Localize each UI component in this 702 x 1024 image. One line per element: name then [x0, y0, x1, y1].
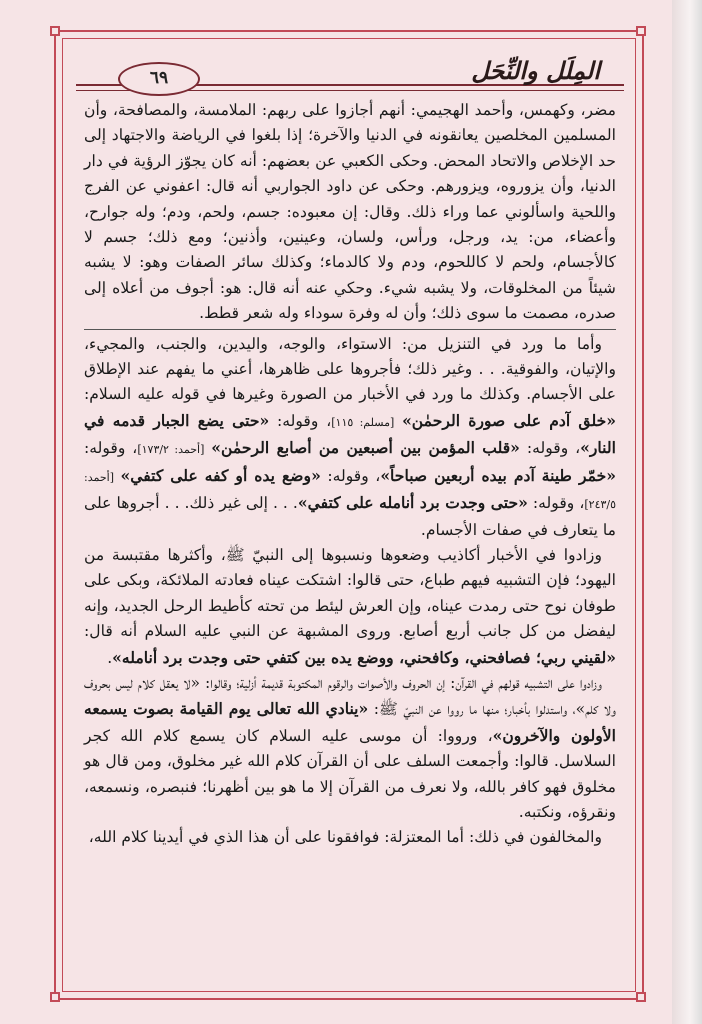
page-number: ٦٩ — [118, 62, 200, 96]
citation: [أحمد: ١٧٣/٢] — [137, 443, 205, 457]
hadith-quote: «لقيني ربي؛ فصافحني، وكافحني، ووضع يده بين كتفي حتى وجدت برد أنامله» — [112, 647, 616, 667]
paragraph — [84, 332, 616, 543]
hadith-quote: «خمّر طينة آدم بيده أربعين صباحاً» — [380, 465, 616, 485]
frame-corner — [636, 992, 646, 1002]
paragraph — [84, 543, 616, 671]
citation: [مسلم: ١١٥] — [331, 415, 395, 429]
paragraph-text: ، ورووا: أن موسى عليه السلام كان يسمع كلام الله كجر السلاسل. قالوا: وأجمعت السلف على أن القرآن كلام الله غير مخلوق، ومن قال هو مخلوق فهو كافر بالله، ولا نعرف من القرآن إلا ما هو بين أظهرنا؛ فنبصره، ونسمعه، ونقرؤه، ونكتبه. — [84, 726, 616, 821]
hadith-quote: «قلب المؤمن بين أصبعين من أصابع الرحمٰن» — [211, 438, 520, 458]
divider — [84, 329, 616, 330]
page-edge — [672, 0, 702, 1024]
hadith-quote: «خلق آدم على صورة الرحمٰن» — [402, 410, 616, 430]
frame-corner — [636, 26, 646, 36]
frame-corner — [50, 992, 60, 1002]
hadith-quote: «حتى وجدت برد أنامله على كتفي» — [297, 493, 528, 513]
paragraph — [84, 671, 616, 825]
paragraph-text: ، وقوله: — [269, 411, 332, 430]
hadith-quote: «حتى يضع الجبار قدمه في النار» — [84, 410, 616, 458]
hadith-quote: «ينادي الله تعالى يوم القيامة بصوت يسمعه الأولون والآخرون» — [84, 699, 617, 745]
hadith-quote: «وضع يده أو كفه على كتفي» — [120, 465, 321, 485]
citation: [أحمد: ٢٤٣/٥] — [84, 470, 617, 512]
paragraph-text: . — [107, 648, 113, 667]
paragraph-text: ، وقوله: — [320, 466, 381, 485]
paragraph-text: ، وقوله: — [527, 494, 585, 513]
paragraph-text: ، وقوله: — [84, 439, 138, 458]
paragraph-text: وزادوا على التشبيه قولهم في القرآن: إن الحروف والأصوات والرقوم المكتوبة قديمة أزلية؛ وقالوا: «لا يعقل كلام ليس بحروف ولا كلم»، واستدلوا بأخبار؛ منها ما رووا عن النبيّ ﷺ: — [84, 673, 616, 719]
body-text — [84, 98, 616, 851]
frame-corner — [50, 26, 60, 36]
book-title: المِلَل والنِّحَل — [471, 56, 600, 85]
paragraph-text: وأما ما ورد في التنزيل من: الاستواء، والوجه، واليدين، والجنب، والمجيء، والإتيان، والفوقية. . . وغير ذلك؛ فأجروها على ظاهرها، أعني ما يفهم عند الإطلاق على الأجسام. وكذلك ما ورد في الأخبار من الصورة وغيرها في قوله عليه السلام: — [84, 334, 616, 404]
paragraph-text: ، وقوله: — [519, 439, 581, 458]
paragraph: مضر، وكهمس، وأحمد الهجيمي: أنهم أجازوا على ربهم: الملامسة، والمصافحة، وأن المسلمين المخلصين يعانقونه في الدنيا والآخرة؛ إذا بلغوا في الرياضة والاجتهاد إلى حد الإخلاص والاتحاد المحض. وحكى الكعبي عن بعضهم: أنه كان يجوّز الرؤية في دار الدنيا، وأن يزوروه، ويزورهم. وحكى عن داود الجواربي أنه قال: اعفوني عن الفرج واللحية واسألوني عما وراء ذلك. وقال: إن معبوده: جسم، ولحم، ودم؛ وله جوارح، وأعضاء، من: يد، ورجل، ورأس، ولسان، وعينين، وأذنين؛ ومع ذلك؛ جسم لا كالأجسام، ولحم لا كاللحوم، ودم ولا كالدماء؛ وكذلك سائر الصفات وهو: لا يشبه شيئاً من المخلوقات، ولا يشبه شيء. وحكي عنه أنه قال: هو: أجوف من أعلاه إلى صدره، مصمت ما سوى ذلك؛ وأن له وفرة سوداء وله شعر قطط. — [84, 101, 616, 323]
paragraph-text: وزادوا في الأخبار أكاذيب وضعوها ونسبوها إلى النبيّ ﷺ، وأكثرها مقتبسة من اليهود؛ فإن التشبيه فيهم طباع، حتى قالوا: اشتكت عيناه فعادته الملائكة، وبكى على طوفان نوح حتى رمدت عيناه، وإن العرش ليئط من تحته كأطيط الرحل الجديد، وإنه ليفضل من كل جانب أربع أصابع. وروى المشبهة عن النبي عليه السلام أنه قال: — [84, 545, 616, 641]
paragraph-text: . . . إلى غير ذلك. . . أجروها على ما يتعارف في صفات الأجسام. — [84, 494, 616, 539]
paragraph: والمخالفون في ذلك: أما المعتزلة: فوافقونا على أن هذا الذي في أيدينا كلام الله، — [88, 828, 602, 847]
